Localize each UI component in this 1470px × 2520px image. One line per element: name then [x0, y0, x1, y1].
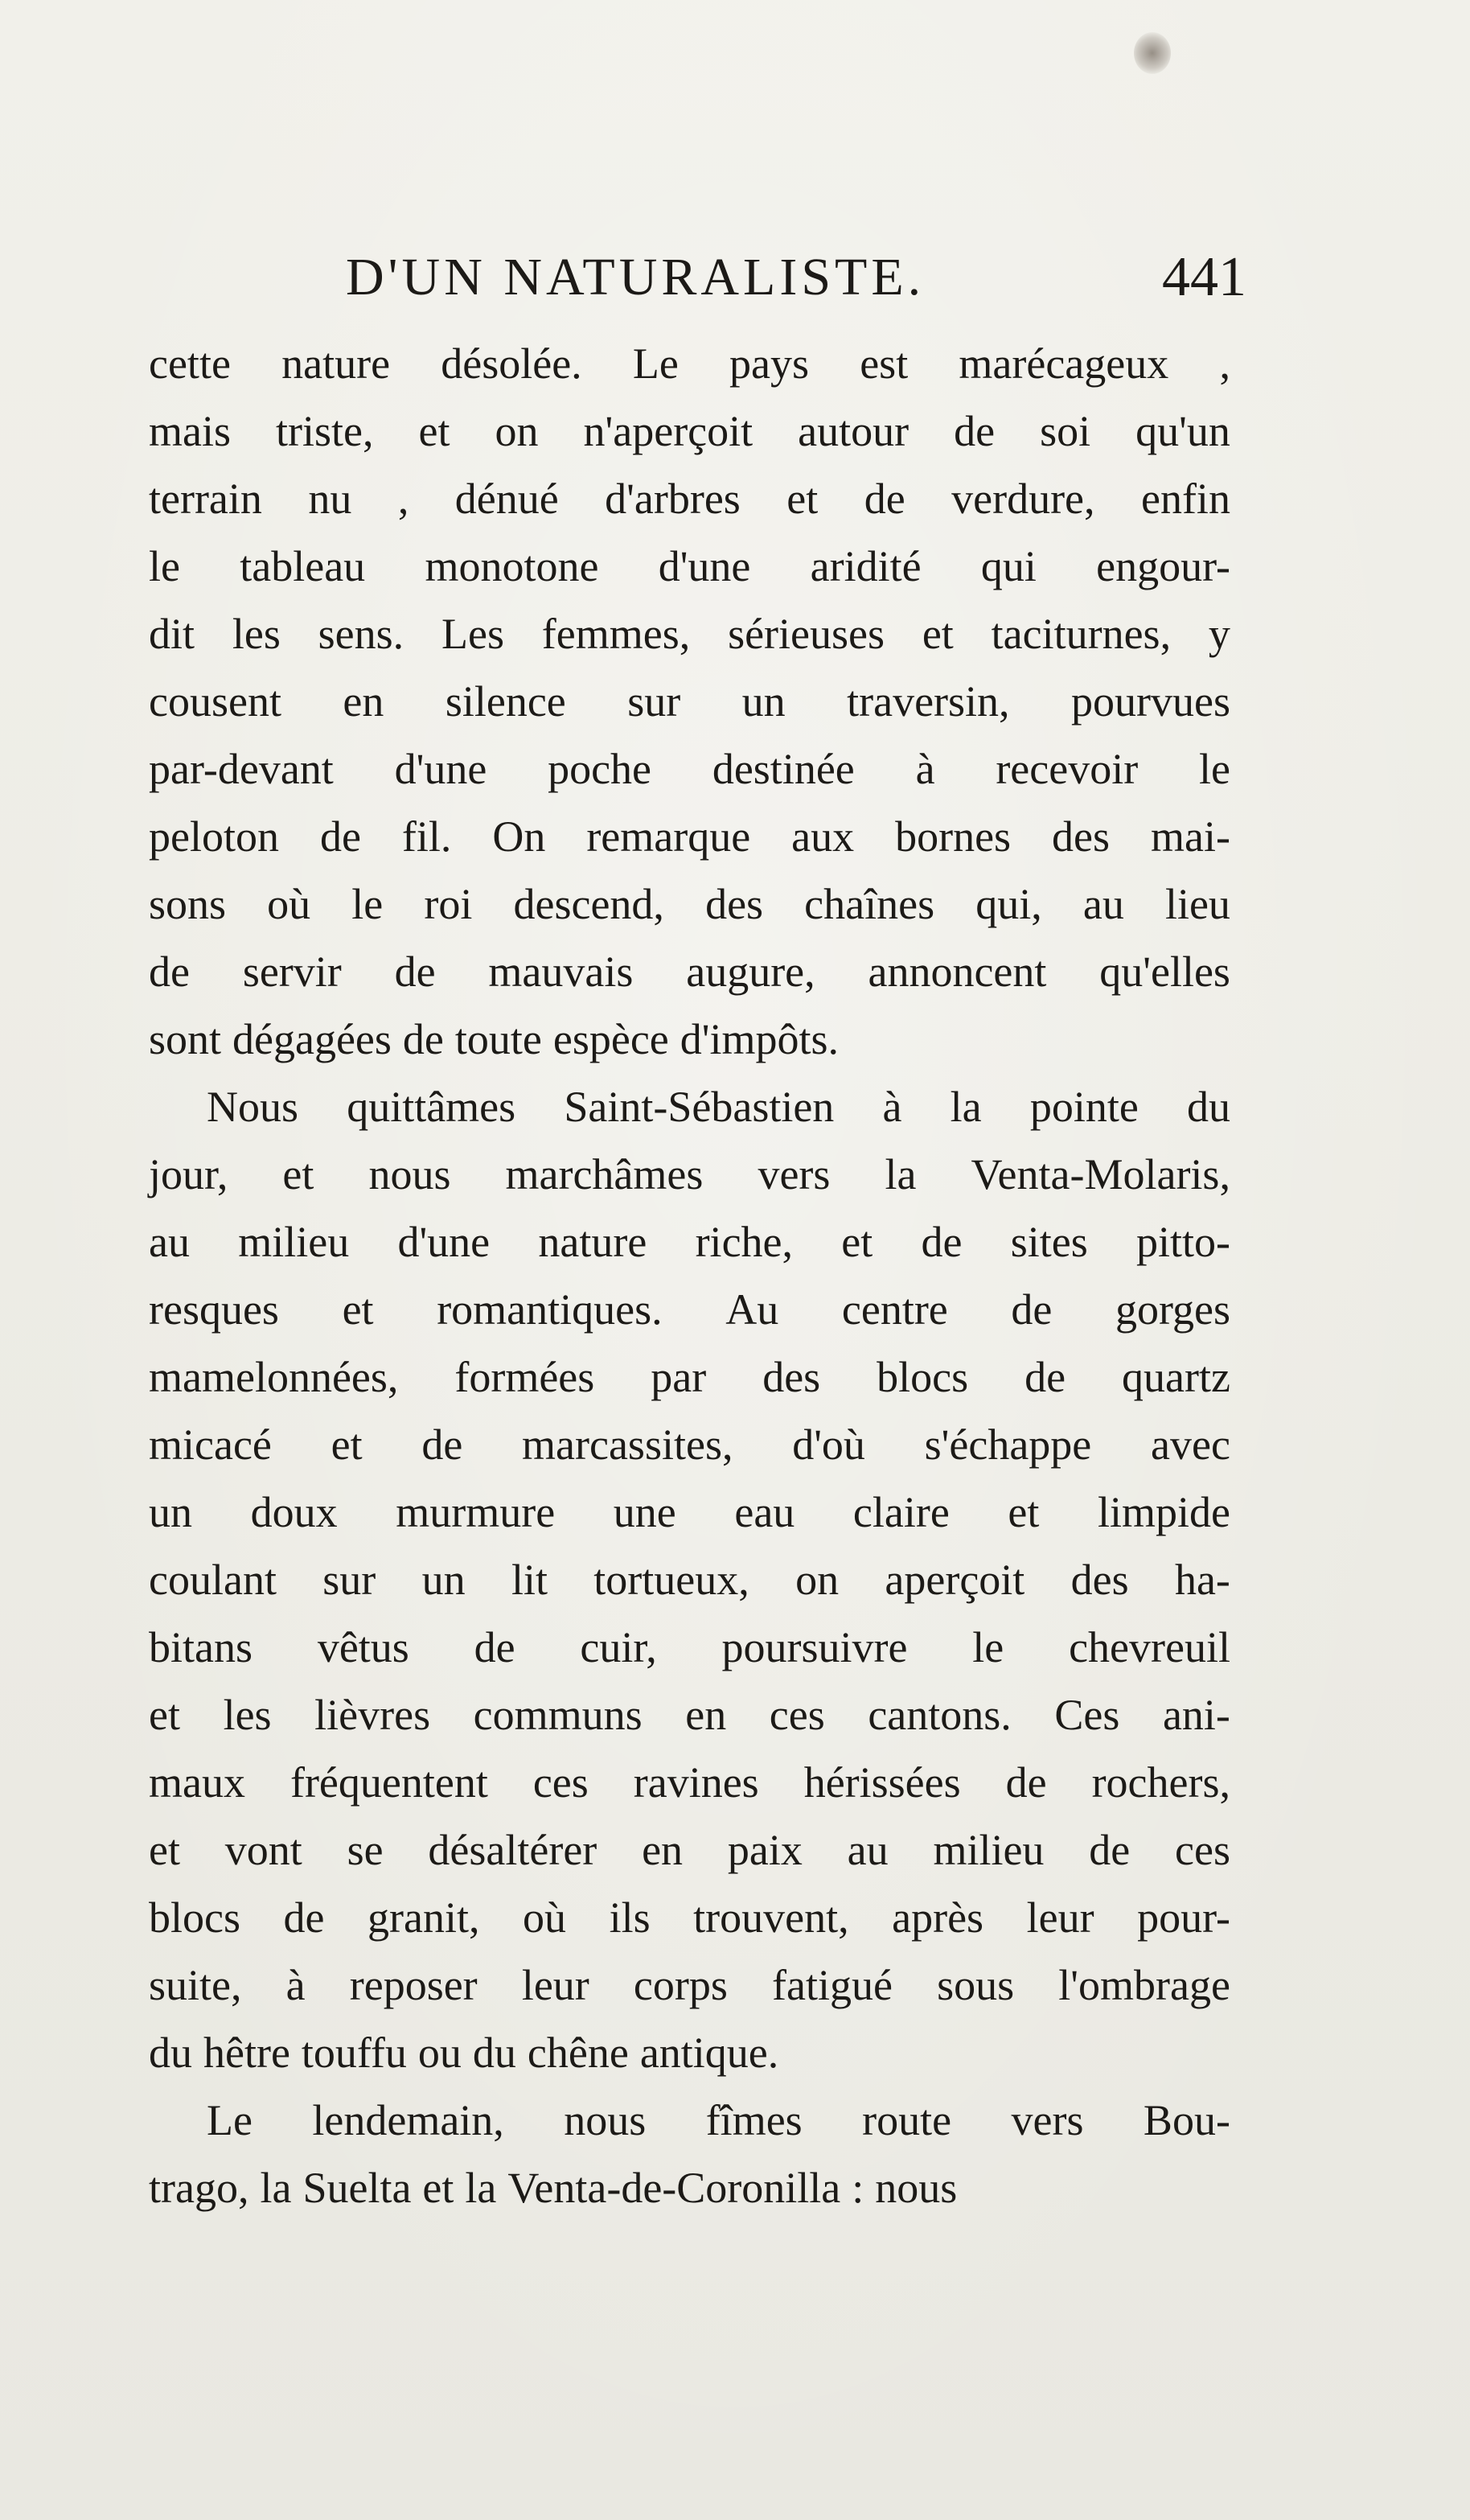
text-line: Nous quittâmes Saint-Sébastien à la pointe du [207, 1083, 1230, 1131]
text-line: peloton de fil. On remarque aux bornes des mai- [149, 812, 1230, 861]
text-line: Le lendemain, nous fîmes route vers Bou- [207, 2096, 1230, 2144]
text-line: sont dégagées de toute espèce d'impôts. [149, 1015, 840, 1063]
text-line: un doux murmure une eau claire et limpide [149, 1488, 1230, 1536]
text-line: et vont se désaltérer en paix au milieu de ces [149, 1826, 1230, 1874]
text-line: coulant sur un lit tortueux, on aperçoit des ha- [149, 1556, 1230, 1604]
page-number: 441 [1162, 246, 1246, 308]
foxing-stain [1134, 32, 1171, 74]
text-line: suite, à reposer leur corps fatigué sous l'ombrage [149, 1961, 1230, 2009]
text-line: dit les sens. Les femmes, sérieuses et taciturnes, y [149, 610, 1230, 658]
paragraph [149, 330, 1230, 1073]
text-line: sons où le roi descend, des chaînes qui, au lieu [149, 880, 1230, 928]
text-line: micacé et de marcassites, d'où s'échappe avec [149, 1420, 1230, 1469]
text-line: cousent en silence sur un traversin, pourvues [149, 677, 1230, 726]
text-line: mamelonnées, formées par des blocs de quartz [149, 1353, 1230, 1401]
text-line: et les lièvres communs en ces cantons. Ces ani- [149, 1691, 1230, 1739]
paragraph [149, 1073, 1230, 2086]
text-line: au milieu d'une nature riche, et de sites pitto- [149, 1218, 1230, 1266]
text-line: le tableau monotone d'une aridité qui engour- [149, 542, 1230, 590]
text-line: terrain nu , dénué d'arbres et de verdure, enfin [149, 475, 1230, 523]
paragraph [149, 2086, 1230, 2222]
text-line: cette nature désolée. Le pays est marécageux , [149, 339, 1230, 388]
text-line: du hêtre touffu ou du chêne antique. [149, 2029, 779, 2077]
body-text [149, 330, 1230, 2222]
text-line: maux fréquentent ces ravines hérissées de rochers, [149, 1758, 1230, 1807]
text-line: trago, la Suelta et la Venta-de-Coronilla : nous [149, 2164, 958, 2212]
text-line: resques et romantiques. Au centre de gorges [149, 1285, 1230, 1334]
running-head [346, 241, 1246, 314]
text-line: jour, et nous marchâmes vers la Venta-Molaris, [149, 1150, 1230, 1198]
text-line: par-devant d'une poche destinée à recevoir le [149, 745, 1230, 793]
running-title: D'UN NATURALISTE. [346, 248, 926, 306]
text-line: de servir de mauvais augure, annoncent qu'elles [149, 948, 1230, 996]
text-line: blocs de granit, où ils trouvent, après leur pour- [149, 1893, 1230, 1942]
text-line: mais triste, et on n'aperçoit autour de soi qu'un [149, 407, 1230, 455]
text-line: bitans vêtus de cuir, poursuivre le chevreuil [149, 1623, 1230, 1671]
